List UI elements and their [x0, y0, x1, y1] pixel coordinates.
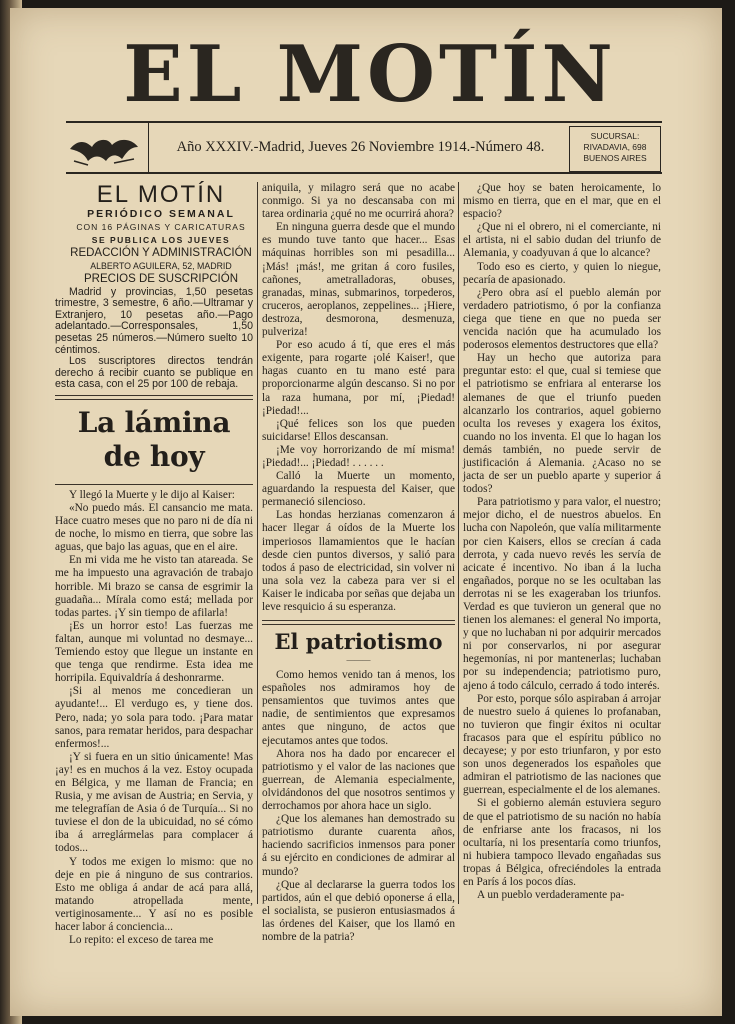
article2-paragraph: Como hemos venido tan á menos, los españoles nos admiramos hoy de pensamientos que tuvimos antes que nadie, de sentimientos que expresamos antes que ninguno, de actos que ejecutamos antes que todos. — [262, 669, 455, 747]
article2-paragraph: Hay un hecho que autoriza para preguntar esto: el que, cual si temiese que el patriotismo se enfriara al enterarse los alemanes de que el triunfo pueden alcanzarlo los contrarios, aquel gobierno oculta los reveses y exagera los éxitos, cuando no los inventa. El que lo hagan los demás también, no puede servir de justificación á Alemania. ¿Acaso no se jacta de ser un pueblo aparte y superior á todos? — [463, 352, 661, 496]
article1-paragraph: aniquila, y milagro será que no acabe conmigo. Si ya no descansaba con mi tarea ordinaria ¿qué no me ocurrirá ahora? — [262, 182, 455, 221]
article1-paragraph: Por eso acudo á tí, que eres el más exigente, para rogarte ¡olé Kaiser!, que hagas cuanto en tu mano esté para proporcionarme algún descanso. Si no por la raza humana, por mí, ¡Piedad! ¡Piedad!... — [262, 339, 455, 417]
masthead-rule-top — [66, 121, 662, 123]
masthead-divider — [148, 123, 149, 172]
branch-label: SUCURSAL: — [590, 131, 640, 141]
box-discount-text: Los suscriptores directos tendrán derecho á recibir cuanto se publique en esta casa, con el 25 por 100 de rebaja. — [55, 355, 253, 391]
article2-paragraph: Para patriotismo y para valor, el nuestro; mejor dicho, el de nuestros abuelos. En lucha con Napoleón, que valía militarmente por cien Kaisers, ellos se crecían á cada derrota, y cada nuevo revés les servía de acicate é incentivo. No iban á la lucha engañados, porque no se les ocultaban las derrotas ni se les exageraban los triunfos. Verdad es que tuvieron un general que no tienen los alemanes: el general No importa, y que no luchaban ni por adquirir mercados ni por conservarlos, ni por asegurar hegemonías, ni por mantenerlas; luchaban por su independencia; patriotismo puro, ajeno á todo cálculo, cerrado á todo interés. — [463, 496, 661, 692]
bat-emblem-icon — [66, 125, 142, 171]
article1-paragraph: ¡Qué felices son los que pueden suicidarse! Ellos descansan. — [262, 417, 455, 443]
article2-paragraph: Por esto, porque sólo aspiraban á arrojar de nuestro suelo á quienes lo profanaban, no tuvieron que fingir éxitos ni ocultar fracasos para que el espíritu público no decayese; y por esto triunfaron, y por esto son unos degenerados los españoles que admiran el patriotismo de las naciones que guerrean, especialmente el de los alemanes. — [463, 692, 661, 797]
article1-paragraph: En ninguna guerra desde que el mundo es mundo tuve tanto que hacer... Esas máquinas horribles son mi pesadilla... ¡Más! ¡más!, me gritan á coro fusiles, cañones, ametralladoras, obuses, granadas, minas, submarinos, torpederos, cruceros, aeroplanos, zeppelines... ¡Hiere, destroza, desmorona, desmenuza, pulveriza! — [262, 221, 455, 339]
box-pages: CON 16 PÁGINAS Y CARICATURAS — [76, 222, 246, 233]
article2-paragraph: ¿Que hoy se baten heroicamente, lo mismo en tierra, que en el mar, que en el espacio? — [463, 182, 661, 221]
article1-paragraph: ¡Si al menos me concedieran un ayudante!... El verdugo es, y tiene dos. Pero, nada; yo sola para todo. ¡Para matar sanos, para rematar heridos, para despachar enfermos!... — [55, 685, 253, 750]
masthead-title: EL MOTÍN — [123, 29, 617, 120]
box-address: ALBERTO AGUILERA, 52, MADRID — [90, 261, 232, 272]
headline-dash: ——— — [346, 655, 371, 665]
article2-paragraph: Si el gobierno alemán estuviera seguro de que el patriotismo de su nación no había de enfriarse ante los fracasos, ni los ocultaría, ni los presentaría como triunfos, ni hubiera tampoco llevado engañadas sus tropas á Bélgica, ofreciéndoles la entrada en París á los pocos días. — [463, 797, 661, 888]
column-2 — [262, 182, 455, 944]
article-divider — [262, 620, 455, 625]
branch-office-box — [569, 126, 661, 172]
article1-paragraph: Calló la Muerte un momento, aguardando la respuesta del Kaiser, que permaneció silencioso. — [262, 470, 455, 509]
article1-paragraph: Y llegó la Muerte y le dijo al Kaiser: — [69, 488, 235, 501]
article1-paragraph: ¡Es un horror esto! Las fuerzas me faltan, aunque mi voluntad no desmaye... Temiendo estoy que llegue un instante en que tenga que rendirme. Esta idea me horripila. Equivaldría á deshonrarme. — [55, 619, 253, 685]
article1-paragraph: ¡Me voy horrorizando de mí misma! ¡Piedad!... ¡Piedad! . . . . . . — [262, 443, 455, 469]
article2-paragraph: Ahora nos ha dado por encarecer el patriotismo y el valor de las naciones que guerrean, de Alemania especialmente, olvidándonos del que nosotros sentimos y derrochamos por ahora hace un siglo. — [262, 747, 455, 813]
article1-paragraph: En mi vida me he visto tan atareada. Se me ha impuesto una agravación de trabajo horrible. Mi brazo se cansa de esgrimir la guadaña... Mírala como está; mellada por todas partes. ¡Y sin tiempo de afilarla! — [55, 554, 253, 619]
column-rule-1 — [257, 182, 258, 904]
article1-paragraph: Lo repito: el exceso de tarea me — [69, 934, 214, 947]
article2-paragraph: A un pueblo verdaderamente pa- — [477, 889, 625, 902]
article2-paragraph: ¿Que al declararse la guerra todos los partidos, aún el que debió oponerse á ella, el socialista, se pusieron entusiasmados á las órdenes del Kaiser, que los llamó en nombre de la patria? — [262, 878, 455, 943]
article1-headline: La lámina de hoy — [77, 405, 231, 473]
article2-paragraph: Todo eso es cierto, y quien lo niegue, pecaría de apasionado. — [463, 260, 661, 286]
article1-paragraph: ¡Y si fuera en un sitio únicamente! Mas ¡ay! es en muchos á la vez. Estoy ocupada en Bélgica, y me llaman de Francia; en Rusia, y me avisan de Austria; en Servia, y me telegrafían de Asia ó de Turquía... Si no tuviese el don de la ubicuidad, no sé cómo iba á arreglármelas para complacer á todos... — [55, 750, 253, 855]
masthead-rule-bottom — [66, 172, 662, 174]
box-title: EL MOTÍN — [96, 181, 226, 208]
article1-paragraph: «No puedo más. El cansancio me mata. Hace cuatro meses que no paro ni de día ni de noche, lo mismo en tierra, que sobre las aguas, que bajo las aguas, que en el aire. — [55, 502, 253, 554]
box-subtitle: PERIÓDICO SEMANAL — [87, 208, 235, 220]
box-prices-text: Madrid y provincias, 1,50 pesetas trimestre, 3 semestre, 6 año.—Ultramar y Extranjero, 10 pesetas año.—Pago adelantado.—Corresponsales, 1,50 pesetas 25 números.—Número suelto 10 céntimos. — [55, 285, 253, 356]
subscription-box — [55, 182, 253, 391]
column-rule-2 — [458, 182, 459, 904]
issue-dateline: Año XXXIV.-Madrid, Jueves 26 Noviembre 1914.-Número 48. — [176, 139, 545, 155]
branch-city: BUENOS AIRES — [583, 153, 647, 163]
article2-paragraph: ¿Pero obra así el pueblo alemán por verdadero patriotismo, ó por la confianza ciega que tiene en que no pueda ser vencida nación que ha acumulado los poderosos elementos destructores que ella? — [463, 286, 661, 352]
article2-headline: El patriotismo — [274, 629, 443, 655]
article1-paragraph: Y todos me exigen lo mismo: que no deje en pie á ninguno de sus contrarios. Esto me obliga á andar de acá para allá, matando atropellada mente, vertiginosamente... Y así no es posible hacer labor á conciencia... — [55, 855, 253, 933]
box-published: SE PUBLICA LOS JUEVES — [91, 235, 231, 246]
article2-paragraph: ¿Que los alemanes han demostrado su patriotismo durante cuarenta años, haciendo sacrificios inmensos para poner á su ejército en condiciones de admirar al mundo? — [262, 813, 455, 878]
article2-paragraph: ¿Que ni el obrero, ni el comerciante, ni el artista, ni el sabio dudan del triunfo de Alemania, y coadyuvan á que lo alcance? — [463, 221, 661, 260]
column-3 — [463, 182, 661, 902]
box-prices-heading: PRECIOS DE SUSCRIPCIÓN — [84, 273, 238, 286]
headline-divider — [55, 484, 253, 485]
box-redaccion: REDACCIÓN Y ADMINISTRACIÓN — [70, 247, 252, 260]
column-1 — [55, 182, 253, 947]
article1-paragraph: Las hondas herzianas comenzaron á hacer llegar á oídos de la Muerte los imperiosos llamamientos que le hacían desde cien puntos diversos, y salió para todos á paso de electricidad, sin volver ni una sola vez la cabeza para ver si el Kaiser le indicaba por señas que dejaba un leve resquicio á su esperanza. — [262, 509, 455, 613]
box-divider — [55, 395, 253, 400]
branch-street: RIVADAVIA, 698 — [583, 142, 647, 152]
